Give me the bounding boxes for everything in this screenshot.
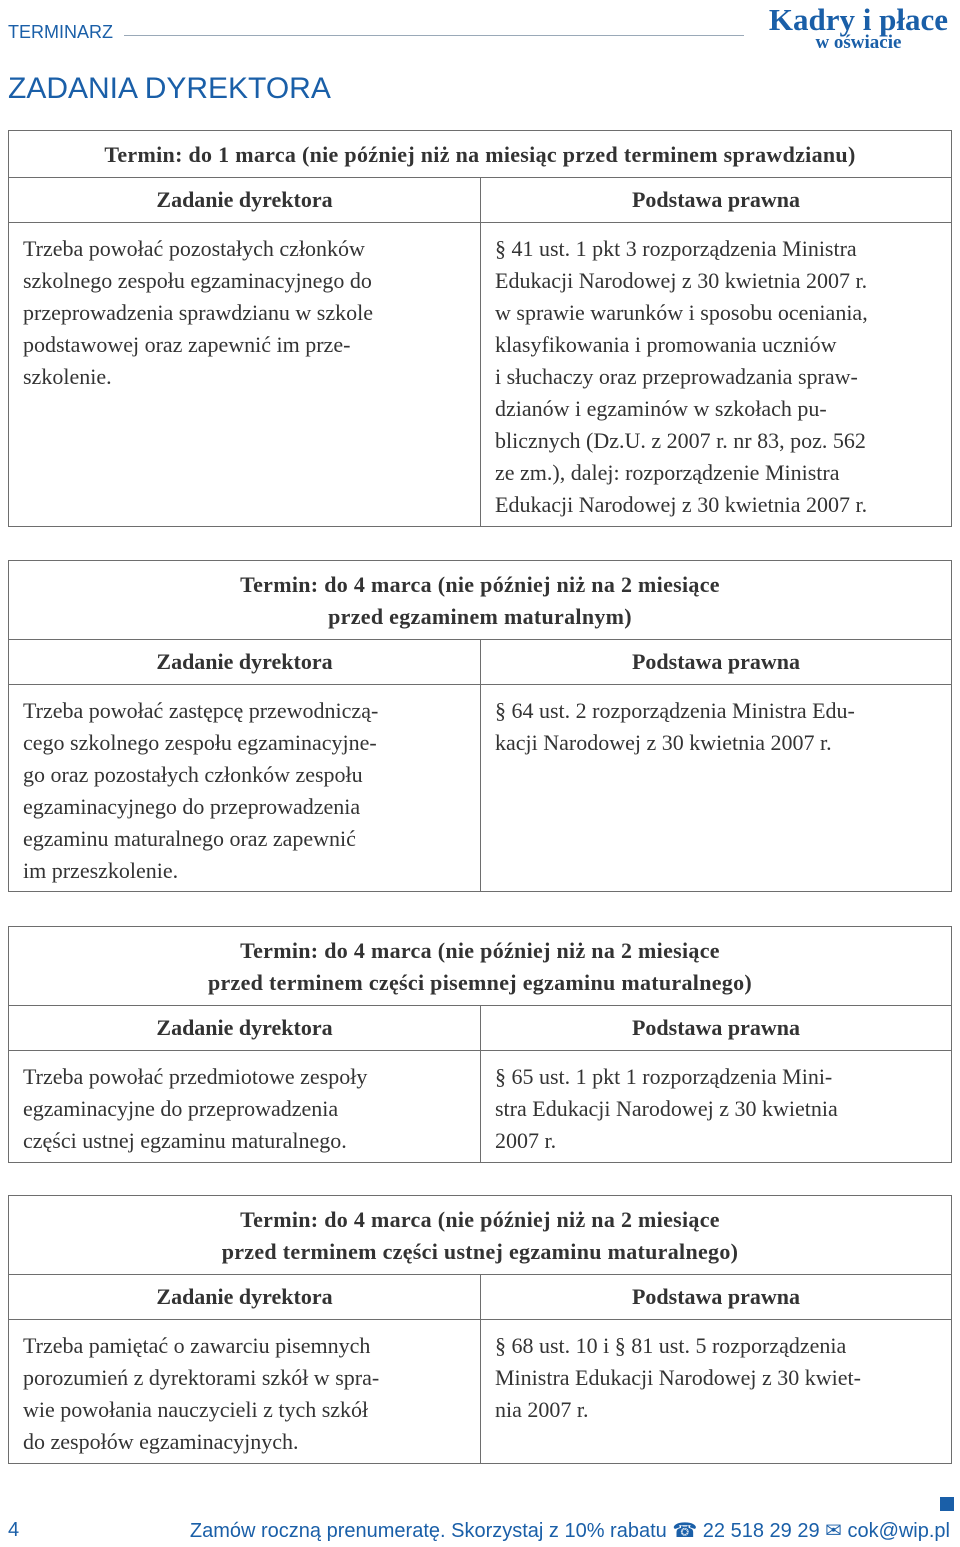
column-header-task: Zadanie dyrektora xyxy=(9,640,481,684)
term-table-1 xyxy=(8,130,952,527)
subscription-promo[interactable]: Zamów roczną prenumeratę. Skorzystaj z 10% rabatu ☎ 22 518 29 29 ✉ cok@wip.pl xyxy=(189,1520,950,1542)
brand-logo xyxy=(769,2,948,52)
column-headers xyxy=(9,640,951,685)
table-row xyxy=(9,223,951,526)
section-label: TERMINARZ xyxy=(8,22,113,42)
term-heading: Termin: do 1 marca (nie później niż na miesiąc przed terminem sprawdzianu) xyxy=(9,131,951,178)
column-header-task: Zadanie dyrektora xyxy=(9,1006,481,1050)
legal-basis-text: § 65 ust. 1 pkt 1 rozporządzenia Mini- stra Edukacji Narodowej z 30 kwietnia 2007 r. xyxy=(495,1064,838,1153)
column-header-task: Zadanie dyrektora xyxy=(9,1275,481,1319)
column-headers xyxy=(9,178,951,223)
table-row xyxy=(9,1320,951,1463)
table-row xyxy=(9,685,951,891)
task-text: Trzeba pamiętać o zawarciu pisemnych porozumień z dyrektorami szkół w spra- wie powołania nauczycieli z tych szkół do zespołów egzaminacyjnych. xyxy=(23,1333,380,1454)
legal-basis-text: § 68 ust. 10 i § 81 ust. 5 rozporządzenia Ministra Edukacji Narodowej z 30 kwiet- nia 2007 r. xyxy=(495,1333,861,1422)
column-header-legal: Podstawa prawna xyxy=(631,1284,801,1309)
term-table-2 xyxy=(8,560,952,892)
column-header-task: Zadanie dyrektora xyxy=(9,178,481,222)
brand-line1: Kadry i płace xyxy=(768,2,948,37)
column-headers xyxy=(9,1006,951,1051)
legal-basis-text: § 41 ust. 1 pkt 3 rozporządzenia Ministra Edukacji Narodowej z 30 kwietnia 2007 r. w sprawie warunków i sposobu oceniania, klasyfikowania i promowania uczniów i słuchaczy oraz przeprowadzania spraw- dzianów i egzaminów w szkołach pu- blicznych (Dz.U. z 2007 r. nr 83, poz. 562 ze zm.), dalej: rozporządzenie Ministra Edukacji Narodowej z 30 kwietnia 2007 r. xyxy=(495,236,868,517)
task-text: Trzeba powołać przedmiotowe zespoły egzaminacyjne do przeprowadzenia części ustnej egzaminu maturalnego. xyxy=(23,1064,368,1153)
task-text: Trzeba powołać pozostałych członków szkolnego zespołu egzaminacyjnego do przeprowadzenia sprawdzianu w szkole podstawowej oraz zapewnić im prze- szkolenie. xyxy=(23,236,374,389)
term-table-3 xyxy=(8,926,952,1163)
table-row xyxy=(9,1051,951,1162)
column-header-legal: Podstawa prawna xyxy=(631,649,801,674)
term-heading: Termin: do 4 marca (nie później niż na 2 miesiące przed egzaminem maturalnym) xyxy=(9,561,951,640)
term-heading: Termin: do 4 marca (nie później niż na 2 miesiące przed terminem części pisemnej egzaminu maturalnego) xyxy=(9,927,951,1006)
brand-line2: w oświacie xyxy=(815,32,902,53)
page-title: ZADANIA DYREKTORA xyxy=(8,72,331,105)
header-divider xyxy=(124,35,744,36)
column-header-legal: Podstawa prawna xyxy=(631,187,801,212)
legal-basis-text: § 64 ust. 2 rozporządzenia Ministra Edu- kacji Narodowej z 30 kwietnia 2007 r. xyxy=(495,698,855,755)
task-text: Trzeba powołać zastępcę przewodniczą- cego szkolnego zespołu egzaminacyjne- go oraz pozostałych członków zespołu egzaminacyjnego do przeprowadzenia egzaminu maturalnego oraz zapewnić im przeszkolenie. xyxy=(23,698,379,883)
column-headers xyxy=(9,1275,951,1320)
page-number: 4 xyxy=(8,1519,20,1541)
column-header-legal: Podstawa prawna xyxy=(631,1015,801,1040)
term-heading: Termin: do 4 marca (nie później niż na 2 miesiące przed terminem części ustnej egzaminu maturalnego) xyxy=(9,1196,951,1275)
footer-square-icon xyxy=(940,1497,954,1511)
term-table-4 xyxy=(8,1195,952,1464)
